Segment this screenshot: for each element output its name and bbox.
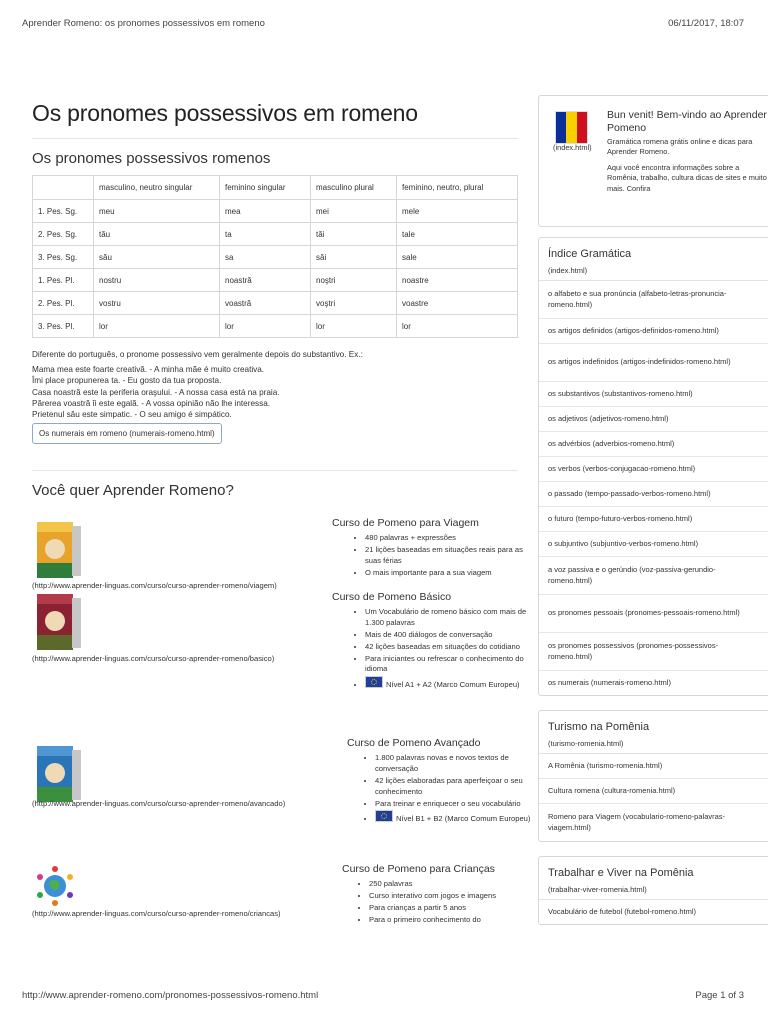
sidebar-item-pronomes-possessivos[interactable]: os pronomes possessivos (pronomes-possessivos-romeno.html)	[539, 633, 768, 671]
table-header-cell: feminino singular	[220, 176, 311, 200]
sidebar-item-futebol[interactable]: Vocabulário de futebol (futebol-romeno.html)	[548, 906, 697, 916]
course-list	[32, 499, 531, 949]
table-cell: 1. Pes. Sg.	[33, 200, 94, 223]
list-item	[365, 676, 533, 691]
example-line: Casa noastră este la periferia oraşului. - A nossa casa está na praia.	[32, 387, 280, 397]
table-cell: voştri	[311, 292, 397, 315]
course-link[interactable]: (http://www.aprender-linguas.com/curso/curso-aprender-romeno/criancas)	[32, 909, 281, 919]
list-item: • Para crianças a partir 5 anos	[369, 903, 533, 914]
welcome-paragraph: Aqui você encontra informações sobre a Romênia, trabalho, cultura dicas de sites e muito mais. Confira	[607, 162, 767, 193]
promo-title: Você quer Aprender Romeno?	[32, 482, 234, 500]
sidebar-item-adjetivos[interactable]: os adjetivos (adjetivos-romeno.html)	[539, 407, 768, 432]
level-text: Nível A1 + A2 (Marco Comum Europeu)	[386, 680, 520, 690]
table-header-cell: feminino, neutro, plural	[397, 176, 518, 200]
sidebar-item-passado[interactable]: o passado (tempo-passado-verbos-romeno.html)	[539, 482, 768, 507]
table-header-cell: masculino plural	[311, 176, 397, 200]
sidebar-item-verbos[interactable]: os verbos (verbos-conjugacao-romeno.html)	[539, 457, 768, 482]
pronoun-table	[32, 175, 518, 338]
next-lesson-button[interactable]: Os numerais em romeno (numerais-romeno.html)	[32, 423, 222, 444]
eu-flag-icon	[375, 810, 393, 822]
table-header-cell: masculino, neutro singular	[94, 176, 220, 200]
course-features	[360, 753, 533, 826]
sidebar-item-futuro[interactable]: o futuro (tempo-futuro-verbos-romeno.html)	[539, 507, 768, 532]
course-title: Curso de Pomeno para Viagem	[332, 517, 479, 530]
table-cell: tale	[397, 223, 518, 246]
table-cell: lor	[397, 315, 518, 338]
panel-header	[539, 711, 768, 754]
course-features	[354, 879, 533, 926]
panel-header	[539, 238, 768, 281]
list-item: • 42 lições baseadas em situações do cotidiano	[365, 642, 533, 653]
print-title: Aprender Romeno: os pronomes possessivos em romeno	[22, 18, 265, 29]
sidebar-item-pronomes-pessoais[interactable]: os pronomes pessoais (pronomes-pessoais-romeno.html)	[539, 595, 768, 633]
table-cell: sale	[397, 246, 518, 269]
welcome-text	[607, 137, 768, 199]
list-item: • Para o primeiro conhecimento do	[369, 915, 533, 926]
sidebar	[538, 95, 768, 925]
romania-flag-icon[interactable]	[555, 111, 588, 144]
table-cell: meu	[94, 200, 220, 223]
sidebar-item-viagem[interactable]: Romeno para Viagem (vocabulario-romeno-palavras-viagem.html)	[548, 812, 726, 832]
page-title: Os pronomes possessivos em romeno	[32, 100, 418, 126]
welcome-title: Bun venit! Bem-vindo ao Aprender Pomeno	[607, 109, 767, 134]
sidebar-item-voz-passiva[interactable]: a voz passiva e o gerúndio (voz-passiva-gerundio-romeno.html)	[539, 557, 768, 595]
example-line: Mama mea este foarte creativă. - A minha mãe é muito creativa.	[32, 365, 265, 375]
table-row	[33, 315, 518, 338]
example-line: Îmi place propunerea ta. - Eu gosto da tua proposta.	[32, 376, 222, 386]
table-cell: lor	[94, 315, 220, 338]
table-row	[33, 269, 518, 292]
flag-link[interactable]: (index.html)	[553, 143, 592, 152]
example-line: Părerea voastră îi este egală. - A vossa opinião não lhe interessa.	[32, 398, 271, 408]
course-link[interactable]: (http://www.aprender-linguas.com/curso/curso-aprender-romeno/basico)	[32, 654, 275, 664]
list-item: • Para treinar e enriquecer o seu vocabulário	[375, 799, 533, 810]
table-cell: mele	[397, 200, 518, 223]
tourism-panel	[538, 710, 768, 842]
table-header-row	[33, 176, 518, 200]
table-cell: tăi	[311, 223, 397, 246]
welcome-paragraph: Gramática romena grátis online e dicas para Aprender Romeno.	[607, 137, 753, 157]
table-row	[33, 223, 518, 246]
table-cell: săi	[311, 246, 397, 269]
list-item	[375, 810, 533, 825]
sidebar-item-cultura[interactable]: Cultura romena (cultura-romenia.html)	[539, 779, 768, 804]
sidebar-item-adverbios[interactable]: os advérbios (adverbios-romeno.html)	[539, 432, 768, 457]
explanation-block	[32, 349, 518, 444]
sidebar-item-numerais[interactable]: os numerais (numerais-romeno.html)	[548, 677, 671, 687]
course-features	[350, 533, 533, 579]
panel-title: Trabalhar e Viver na Pomênia	[548, 867, 694, 879]
sidebar-item-romenia[interactable]: A Romênia (turismo-romenia.html)	[539, 754, 768, 779]
table-cell: noastre	[397, 269, 518, 292]
table-cell: noştri	[311, 269, 397, 292]
course-cover-image[interactable]	[34, 593, 84, 651]
course-cover-image[interactable]	[34, 865, 76, 907]
course-link[interactable]: (http://www.aprender-linguas.com/curso/curso-aprender-romeno/avancado)	[32, 799, 286, 809]
flag-stripe-yellow	[566, 112, 576, 143]
table-cell: 3. Pes. Sg.	[33, 246, 94, 269]
table-row	[33, 246, 518, 269]
divider	[32, 138, 518, 139]
table-cell: noastră	[220, 269, 311, 292]
table-cell: 2. Pes. Sg.	[33, 223, 94, 246]
course-cover-image[interactable]	[34, 521, 84, 579]
example-line: Prietenul său este simpatic. - O seu amigo é simpático.	[32, 410, 232, 420]
table-cell: 2. Pes. Pl.	[33, 292, 94, 315]
list-item: • 480 palavras + expressões	[365, 533, 533, 544]
list-item: • Mais de 400 diálogos de conversação	[365, 630, 533, 641]
list-item: • Para iniciantes ou refrescar o conhecimento do idioma	[365, 654, 533, 676]
level-text: Nível B1 + B2 (Marco Comum Europeu)	[396, 814, 531, 824]
panel-header	[539, 857, 768, 900]
table-header-cell	[33, 176, 94, 200]
eu-flag-icon	[365, 676, 383, 688]
sidebar-item-artigos-definidos[interactable]: os artigos definidos (artigos-definidos-romeno.html)	[539, 319, 768, 344]
divider	[32, 470, 518, 471]
work-panel	[538, 856, 768, 925]
course-link[interactable]: (http://www.aprender-linguas.com/curso/curso-aprender-romeno/viagem)	[32, 581, 277, 591]
list-item: • Um Vocabulário de romeno básico com mais de 1.300 palavras	[365, 607, 533, 629]
table-cell: tău	[94, 223, 220, 246]
course-title: Curso de Pomeno para Crianças	[342, 863, 495, 876]
panel-title: Turismo na Pomênia	[548, 721, 650, 733]
table-row	[33, 292, 518, 315]
table-cell: nostru	[94, 269, 220, 292]
list-item: • 42 lições elaboradas para aperfeiçoar o seu conhecimento	[375, 776, 533, 798]
course-features	[350, 607, 533, 692]
table-cell: său	[94, 246, 220, 269]
grammar-index-panel	[538, 237, 768, 696]
panel-title: Índice Gramática	[548, 248, 632, 260]
table-cell: lor	[220, 315, 311, 338]
list-item: • Curso interativo com jogos e imagens	[369, 891, 533, 902]
list-item: • 250 palavras	[369, 879, 533, 890]
sidebar-item-subjuntivo[interactable]: o subjuntivo (subjuntivo-verbos-romeno.html)	[539, 532, 768, 557]
sidebar-item-artigos-indefinidos[interactable]: os artigos indefinidos (artigos-indefinidos-romeno.html)	[539, 344, 768, 382]
explanation-text: Diferente do português, o pronome possessivo vem geralmente depois do substantivo. Ex.:	[32, 350, 363, 359]
table-cell: vostru	[94, 292, 220, 315]
table-cell: sa	[220, 246, 311, 269]
course-title: Curso de Pomeno Básico	[332, 591, 452, 604]
sidebar-item-alfabeto[interactable]: o alfabeto e sua pronúncia (alfabeto-letras-pronuncia-romeno.html)	[539, 281, 768, 319]
print-timestamp: 06/11/2017, 18:07	[668, 18, 744, 29]
table-cell: 1. Pes. Pl.	[33, 269, 94, 292]
course-title: Curso de Pomeno Avançado	[347, 737, 481, 750]
table-cell: ta	[220, 223, 311, 246]
list-item: • O mais importante para a sua viagem	[365, 568, 533, 579]
table-cell: 3. Pes. Pl.	[33, 315, 94, 338]
main-content	[32, 100, 531, 949]
table-cell: lor	[311, 315, 397, 338]
table-cell: voastre	[397, 292, 518, 315]
panel-link[interactable]: (turismo-romenia.html)	[548, 739, 624, 748]
list-item: • 1.800 palavras novas e novos textos de conversação	[375, 753, 533, 775]
course-cover-image[interactable]	[34, 745, 84, 803]
table-cell: mea	[220, 200, 311, 223]
flag-stripe-red	[577, 112, 587, 143]
sidebar-item-substantivos[interactable]: os substantivos (substantivos-romeno.html)	[539, 382, 768, 407]
page-number: Page 1 of 3	[695, 990, 744, 1001]
flag-stripe-blue	[556, 112, 566, 143]
panel-link[interactable]: (index.html)	[548, 266, 588, 275]
table-cell: mei	[311, 200, 397, 223]
list-item: • 21 lições baseadas em situações reais para as suas férias	[365, 545, 533, 567]
welcome-card	[538, 95, 768, 227]
panel-link[interactable]: (trabalhar-viver-romenia.html)	[548, 885, 647, 894]
section-title: Os pronomes possessivos romenos	[32, 150, 271, 167]
table-row	[33, 200, 518, 223]
print-url: http://www.aprender-romeno.com/pronomes-possessivos-romeno.html	[22, 990, 319, 1001]
table-cell: voastră	[220, 292, 311, 315]
